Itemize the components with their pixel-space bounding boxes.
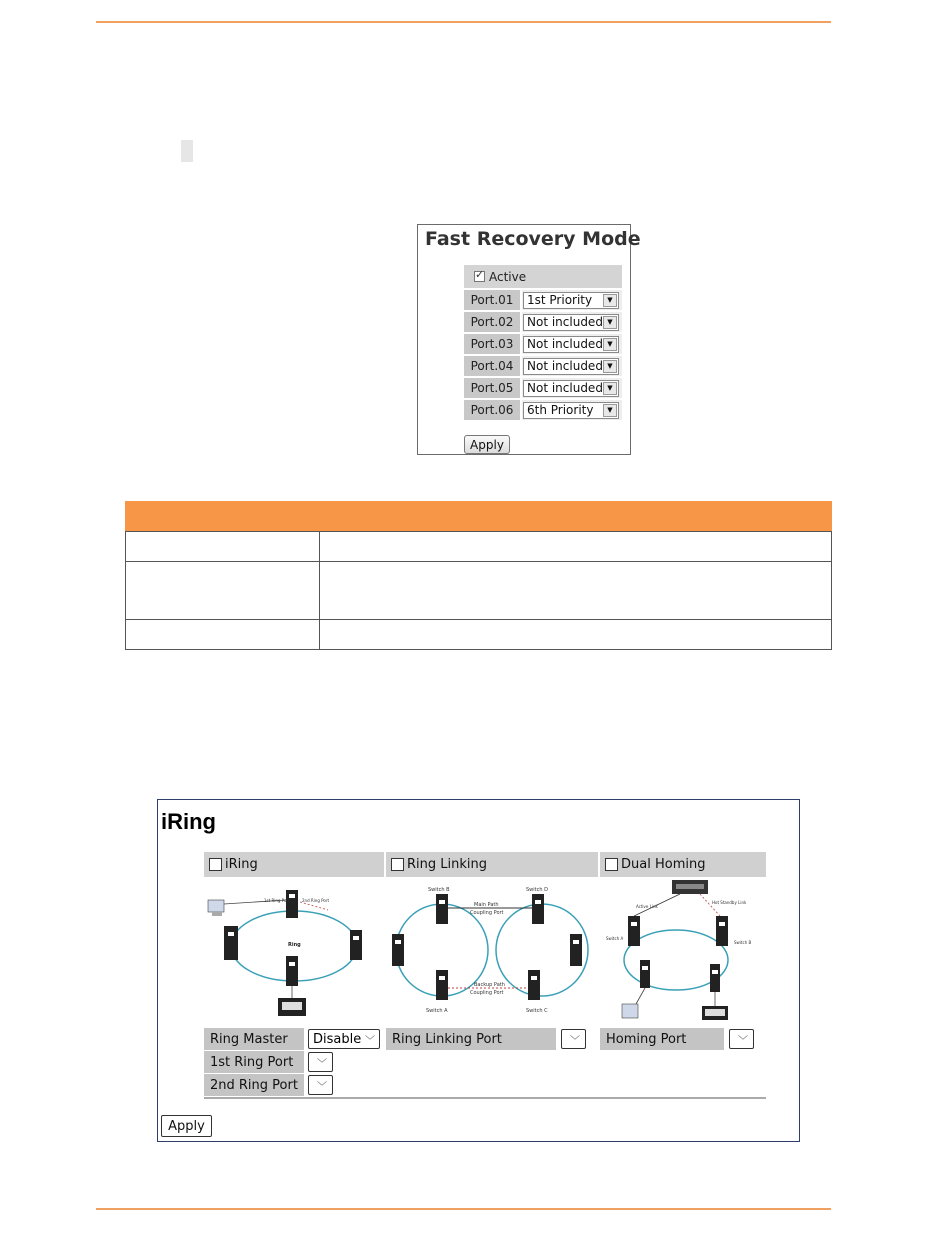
port-row [464, 290, 622, 310]
port-priority-select[interactable] [523, 336, 619, 353]
iring-apply-button[interactable]: Apply [161, 1115, 212, 1137]
ring-linking-port-row [386, 1028, 598, 1050]
table-header-row [126, 502, 832, 532]
ring-master-value: Disable [313, 1031, 362, 1047]
second-ring-port-label: 2nd Ring Port [204, 1074, 304, 1096]
port-priority-select[interactable] [523, 358, 619, 375]
port-label: Port.06 [464, 400, 520, 420]
table-row [126, 532, 832, 562]
ring-master-select[interactable] [308, 1029, 380, 1049]
iring-header [204, 852, 384, 877]
ring-linking-checkbox[interactable] [391, 858, 404, 871]
dropdown-arrow-icon[interactable]: ▼ [603, 338, 617, 351]
dual-homing-label: Dual Homing [621, 857, 706, 872]
header-rule [96, 21, 831, 23]
ring-linking-port-label: Ring Linking Port [386, 1028, 556, 1050]
port-label: Port.03 [464, 334, 520, 354]
port-priority-value: Not included [527, 359, 603, 373]
bullet-marker [181, 140, 193, 162]
dropdown-arrow-icon[interactable]: ▼ [603, 360, 617, 373]
iring-divider [204, 1097, 766, 1099]
iring-column [204, 852, 384, 1096]
active-checkbox[interactable] [474, 271, 485, 282]
diagram-label: Active Link [636, 904, 658, 909]
ring-linking-column [386, 852, 598, 1050]
dual-homing-checkbox[interactable] [605, 858, 618, 871]
chevron-down-icon[interactable]: ﹀ [570, 1035, 580, 1047]
diagram-label: Switch D [526, 887, 548, 893]
port-priority-select[interactable] [523, 292, 619, 309]
port-priority-select[interactable] [523, 314, 619, 331]
diagram-label: 2nd Ring Port [302, 898, 330, 903]
port-row [464, 334, 622, 354]
diagram-label: Hot Standby Link [712, 900, 747, 905]
ring-linking-label: Ring Linking [407, 857, 487, 872]
port-label: Port.02 [464, 312, 520, 332]
dropdown-arrow-icon[interactable]: ▼ [603, 382, 617, 395]
diagram-label: Ring [288, 942, 301, 948]
chevron-down-icon[interactable]: ﹀ [365, 1035, 375, 1047]
port-row [464, 312, 622, 332]
port-priority-select[interactable] [523, 380, 619, 397]
active-row [464, 265, 622, 288]
description-table [125, 501, 832, 650]
homing-port-row [600, 1028, 766, 1050]
port-priority-value: Not included [527, 315, 603, 329]
second-ring-port-select[interactable] [308, 1075, 333, 1095]
first-ring-port-row [204, 1051, 384, 1073]
dual-homing-column [600, 852, 766, 1050]
port-label: Port.01 [464, 290, 520, 310]
ring-master-row [204, 1028, 384, 1050]
port-priority-value: 6th Priority [527, 403, 594, 417]
fast-recovery-title: Fast Recovery Mode [425, 228, 641, 250]
diagram-label: Backup Path [474, 982, 505, 988]
second-ring-port-row [204, 1074, 384, 1096]
diagram-label: 1st Ring Port [264, 898, 290, 903]
iring-checkbox[interactable] [209, 858, 222, 871]
chevron-down-icon[interactable]: ﹀ [317, 1081, 327, 1093]
fast-recovery-table [464, 265, 622, 422]
chevron-down-icon[interactable]: ﹀ [738, 1035, 748, 1047]
homing-port-label: Homing Port [600, 1028, 724, 1050]
ring-linking-diagram [386, 878, 598, 1026]
iring-panel [157, 799, 800, 1142]
first-ring-port-select[interactable] [308, 1052, 333, 1072]
diagram-label: Switch A [426, 1008, 448, 1014]
footer-rule [96, 1208, 831, 1210]
dropdown-arrow-icon[interactable]: ▼ [603, 294, 617, 307]
diagram-label: Coupling Port [470, 910, 504, 916]
port-priority-value: 1st Priority [527, 293, 593, 307]
iring-title: iRing [161, 809, 216, 834]
diagram-label: Switch C [526, 1008, 548, 1014]
dropdown-arrow-icon[interactable]: ▼ [603, 404, 617, 417]
diagram-label: Switch B [428, 887, 450, 893]
port-label: Port.05 [464, 378, 520, 398]
iring-diagram [204, 878, 384, 1026]
port-priority-value: Not included [527, 381, 603, 395]
iring-label: iRing [225, 857, 258, 872]
ring-master-label: Ring Master [204, 1028, 304, 1050]
table-row [126, 620, 832, 650]
diagram-label: Switch A [606, 936, 624, 941]
first-ring-port-label: 1st Ring Port [204, 1051, 304, 1073]
ring-linking-header [386, 852, 598, 877]
table-row [126, 562, 832, 620]
port-priority-select[interactable] [523, 402, 619, 419]
port-priority-value: Not included [527, 337, 603, 351]
diagram-label: Switch B [734, 940, 752, 945]
diagram-label: Coupling Port [470, 990, 504, 996]
homing-port-select[interactable] [729, 1029, 754, 1049]
fast-recovery-panel [417, 224, 641, 455]
fast-recovery-apply-button[interactable]: Apply [464, 435, 510, 454]
port-label: Port.04 [464, 356, 520, 376]
diagram-label: Main Path [474, 902, 499, 908]
port-row [464, 400, 622, 420]
ring-linking-port-select[interactable] [561, 1029, 586, 1049]
dual-homing-diagram [600, 878, 766, 1026]
port-row [464, 356, 622, 376]
port-row [464, 378, 622, 398]
dual-homing-header [600, 852, 766, 877]
chevron-down-icon[interactable]: ﹀ [317, 1058, 327, 1070]
active-label: Active [489, 269, 527, 284]
dropdown-arrow-icon[interactable]: ▼ [603, 316, 617, 329]
